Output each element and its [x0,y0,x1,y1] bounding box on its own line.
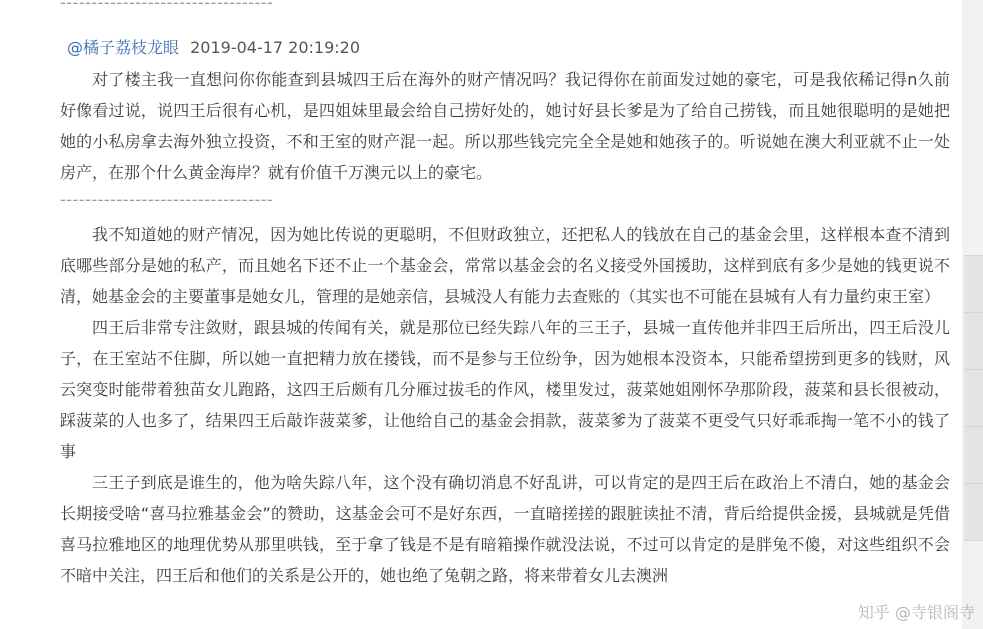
separator-line: ---------------------------------- [60,0,274,12]
post-content [60,0,950,591]
reply-paragraph: 三王子到底是谁生的，他为啥失踪八年，这个没有确切消息不好乱讲，可以肯定的是四王后在政治上不清白，她的基金会长期接受啥“喜马拉雅基金会”的赞助，这基金会可不是好东西，一直暗搓搓的跟脏读扯不清，背后给提供金援，县城就是凭借喜马拉雅地区的地理优势从那里哄钱，至于拿了钱是不是有暗箱操作就没法说，不过可以肯定的是胖兔不傻，对这些组织不会不暗中关注，四王后和他们的关系是公开的，她也绝了兔朝之路，将来带着女儿去澳洲 [60,473,950,585]
side-toolbar-tab[interactable] [964,312,983,370]
reply-paragraph: 我不知道她的财产情况，因为她比传说的更聪明，不但财政独立，还把私人的钱放在自己的基金会里，这样根本查不清到底哪些部分是她的私产，而且她名下还不止一个基金会，常常以基金会的名义接受外国援助，这样到底有多少是她的钱更说不清，她基金会的主要董事是她女儿，管理的是她亲信，县城没人有能力去查账的（其实也不可能在县城有人有力量约束王室） [60,225,950,306]
separator-line: ---------------------------------- [60,190,274,209]
quote-meta [67,31,950,64]
quoted-text: 对了楼主我一直想问你你能查到县城四王后在海外的财产情况吗？我记得你在前面发过她的豪宅，可是我依稀记得n久前好像看过说，说四王后很有心机，是四姐妹里最会给自己捞好处的，她讨好县长爹是为了给自己捞钱，而且她很聪明的是她把她的小私房拿去海外独立投资，不和王室的财产混一起。所以那些钱完完全全是她和她孩子的。听说她在澳大利亚就不止一处房产，在那个什么黄金海岸？就有价值千万澳元以上的豪宅。 [60,70,950,182]
reply-paragraph: 四王后非常专注敛财，跟县城的传闻有关，就是那位已经失踪八年的三王子，县城一直传他并非四王后所出，四王后没儿子，在王室站不住脚，所以她一直把精力放在搂钱，而不是参与王位纷争，因为她根本没资本，只能希望捞到更多的钱财，风云突变时能带着独苗女儿跑路，这四王后颇有几分雁过拔毛的作风，楼里发过，菠菜她姐刚怀孕那阶段，菠菜和县长很被动，踩菠菜的人也多了，结果四王后敲诈菠菜爹，让他给自己的基金会捐款，菠菜爹为了菠菜不更受气只好乖乖掏一笔不小的钱了事 [60,318,950,461]
side-toolbar-tab[interactable] [964,255,983,313]
watermark: 知乎 @寺银阁寺 [857,603,975,622]
quoted-username-link[interactable]: @橘子荔枝龙眼 [67,38,180,57]
side-toolbar-tab[interactable] [964,369,983,427]
side-toolbar-tab[interactable] [964,483,983,541]
quote-timestamp: 2019-04-17 20:19:20 [190,38,361,57]
side-toolbar-tab[interactable] [964,426,983,484]
